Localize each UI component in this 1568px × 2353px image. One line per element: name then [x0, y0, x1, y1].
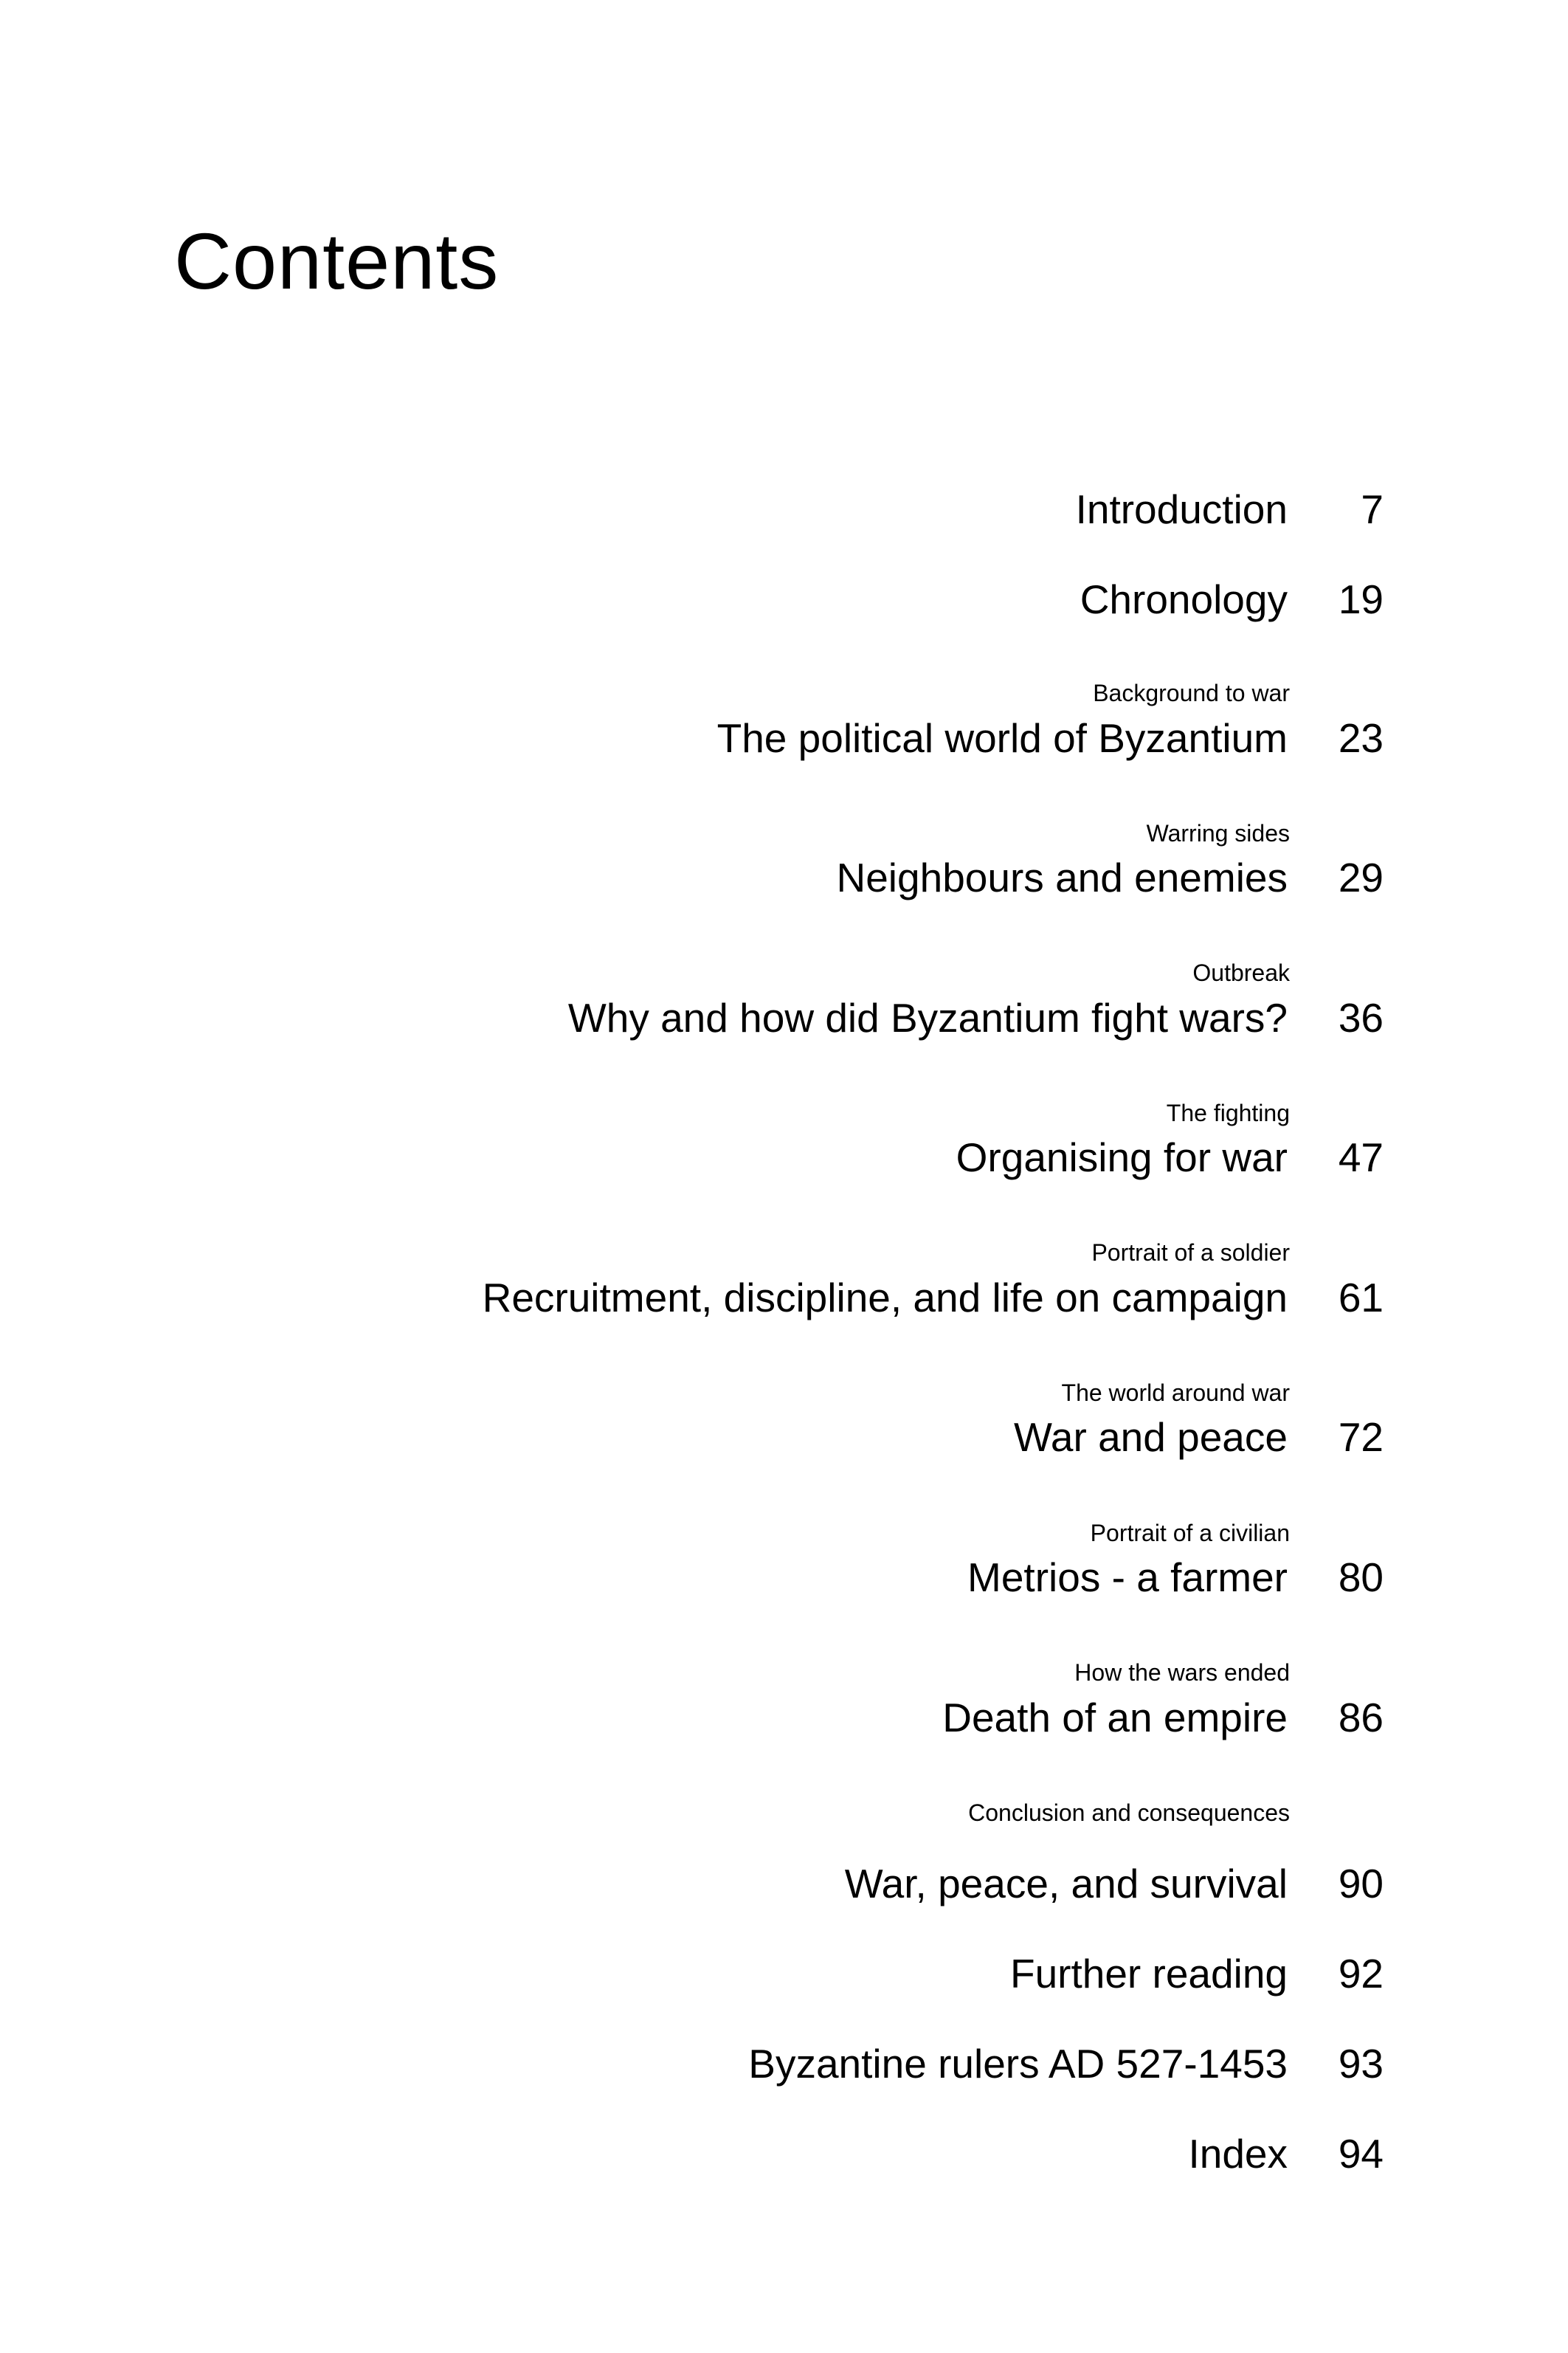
toc-entry-title: Chronology: [1080, 576, 1288, 622]
toc-entry-page: 72: [1338, 1414, 1384, 1460]
toc-section-label: Portrait of a soldier: [1091, 1239, 1290, 1266]
toc-entry-title: Recruitment, discipline, and life on campaign: [482, 1275, 1288, 1320]
toc-section-label: Outbreak: [1192, 960, 1290, 986]
toc-entry-page: 92: [1338, 1951, 1384, 1997]
toc-section-label: Warring sides: [1146, 820, 1290, 847]
toc-entry-title: Why and how did Byzantium fight wars?: [567, 995, 1288, 1041]
toc-entry-title: War, peace, and survival: [844, 1861, 1288, 1906]
toc-entry-title: The political world of Byzantium: [716, 715, 1288, 761]
toc-entry-page: 47: [1338, 1134, 1384, 1180]
toc-entry-page: 7: [1361, 486, 1384, 532]
toc-entry-title: Byzantine rulers AD 527-1453: [748, 2041, 1288, 2087]
toc-entry-title: War and peace: [1014, 1414, 1288, 1460]
toc-section-label: The world around war: [1061, 1379, 1290, 1406]
toc-entry-title: Neighbours and enemies: [836, 855, 1288, 900]
toc-entry-title: Metrios - a farmer: [967, 1554, 1288, 1600]
toc-section-label: Portrait of a civilian: [1090, 1520, 1290, 1546]
toc-section-label: The fighting: [1166, 1100, 1290, 1126]
toc-entry-title: Organising for war: [956, 1134, 1288, 1180]
page-title: Contents: [174, 216, 500, 306]
toc-section-label: Background to war: [1093, 680, 1290, 706]
toc-entry-title: Further reading: [1009, 1951, 1288, 1997]
toc-entry-page: 80: [1338, 1554, 1384, 1600]
toc-entry-title: Index: [1188, 2131, 1288, 2177]
toc-entry-title: Introduction: [1075, 486, 1288, 532]
toc-entry-page: 86: [1338, 1695, 1384, 1740]
toc-entry-page: 93: [1338, 2041, 1384, 2087]
toc-section-label: How the wars ended: [1074, 1659, 1290, 1686]
toc-section-label: Conclusion and consequences: [968, 1799, 1290, 1826]
toc-entry-page: 29: [1338, 855, 1384, 900]
toc-entry-page: 36: [1338, 995, 1384, 1041]
toc-entry-page: 94: [1338, 2131, 1384, 2177]
toc-entry-page: 23: [1338, 715, 1384, 761]
toc-entry-page: 19: [1338, 576, 1384, 622]
toc-entry-title: Death of an empire: [942, 1695, 1288, 1740]
toc-entry-page: 61: [1338, 1275, 1384, 1320]
toc-entry-page: 90: [1338, 1861, 1384, 1906]
